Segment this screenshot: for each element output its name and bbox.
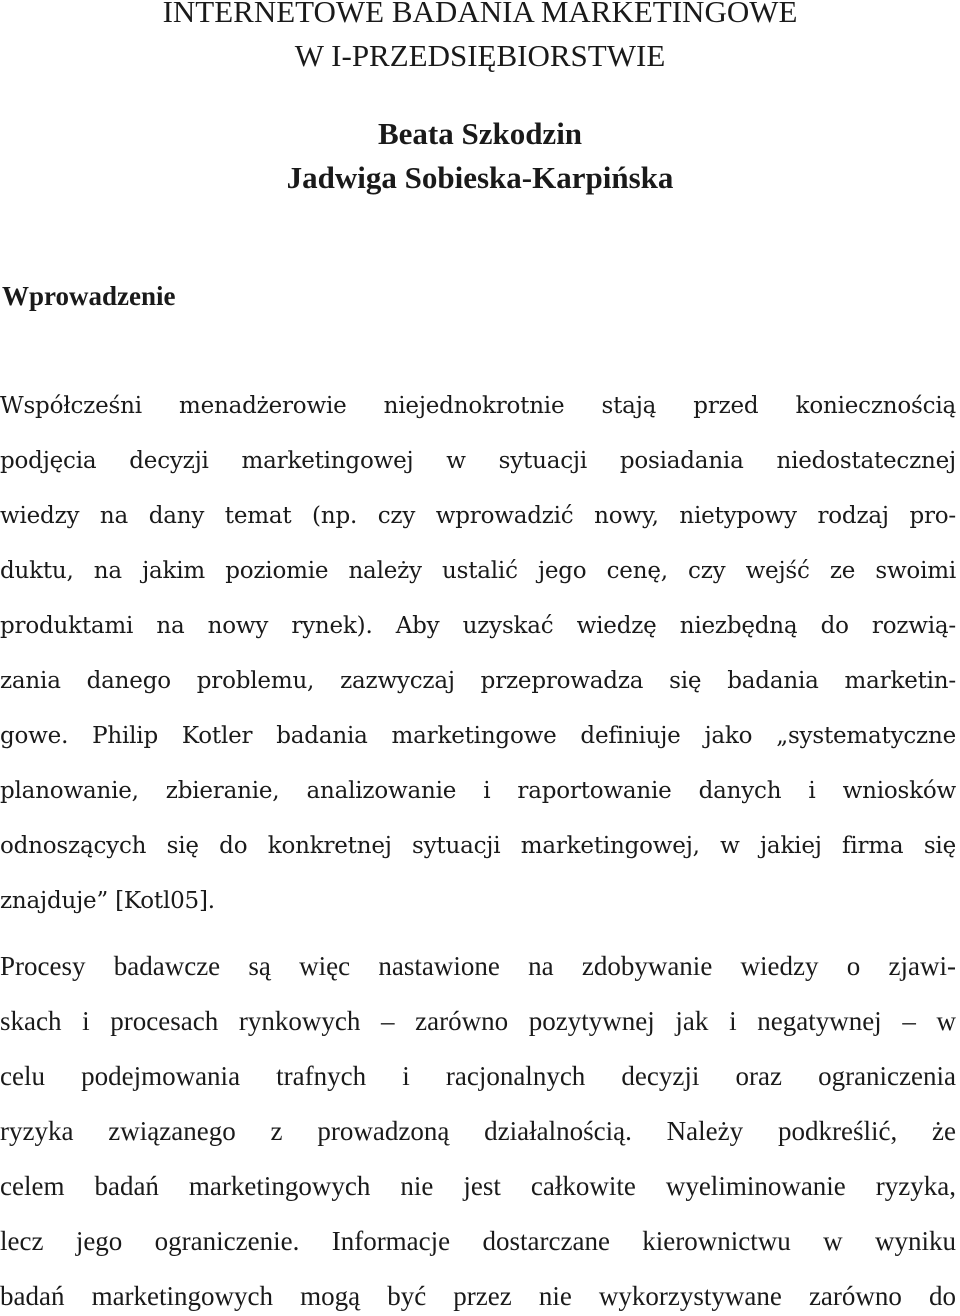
text-line: planowanie, zbieranie, analizowanie i raportowanie danych i wniosków xyxy=(0,778,956,804)
document-title-line-1: INTERNETOWE BADANIA MARKETINGOWE xyxy=(162,0,798,29)
text-line: produktami na nowy rynek). Aby uzyskać wiedzę niezbędną do rozwią- xyxy=(0,613,956,639)
text-line: duktu, na jakim poziomie należy ustalić jego cenę, czy wejść ze swoimi xyxy=(0,558,956,584)
text-line: skach i procesach rynkowych – zarówno pozytywnej jak i negatywnej – w xyxy=(0,1006,956,1036)
text-line: znajduje” [Kotl05]. xyxy=(0,888,215,914)
text-line: celu podejmowania trafnych i racjonalnych decyzji oraz ograniczenia xyxy=(0,1061,956,1091)
text-line: gowe. Philip Kotler badania marketingowe definiuje jako „systematyczne xyxy=(0,723,956,749)
author-name: Jadwiga Sobieska-Karpińska xyxy=(286,160,674,195)
section-heading: Wprowadzenie xyxy=(2,281,176,311)
text-line: ryzyka związanego z prowadzoną działalnością. Należy podkreślić, że xyxy=(0,1116,956,1146)
text-line: badań marketingowych mogą być przez nie wykorzystywane zarówno do xyxy=(0,1281,956,1311)
text-line: Współcześni menadżerowie niejednokrotnie stają przed koniecznością xyxy=(0,393,956,419)
author-name: Beata Szkodzin xyxy=(377,116,583,151)
text-line: odnoszących się do konkretnej sytuacji marketingowej, w jakiej firma się xyxy=(0,833,956,859)
document-title-line-2: W I-PRZEDSIĘBIORSTWIE xyxy=(294,38,666,73)
text-line: podjęcia decyzji marketingowej w sytuacji posiadania niedostatecznej xyxy=(0,448,956,474)
text-line: zania danego problemu, zazwyczaj przeprowadza się badania marketin- xyxy=(0,668,956,694)
text-line: Procesy badawcze są więc nastawione na zdobywanie wiedzy o zjawi- xyxy=(0,951,956,981)
text-line: celem badań marketingowych nie jest całkowite wyeliminowanie ryzyka, xyxy=(0,1171,956,1201)
text-line: wiedzy na dany temat (np. czy wprowadzić nowy, nietypowy rodzaj pro- xyxy=(0,503,956,529)
text-line: lecz jego ograniczenie. Informacje dostarczane kierownictwu w wyniku xyxy=(0,1226,956,1256)
